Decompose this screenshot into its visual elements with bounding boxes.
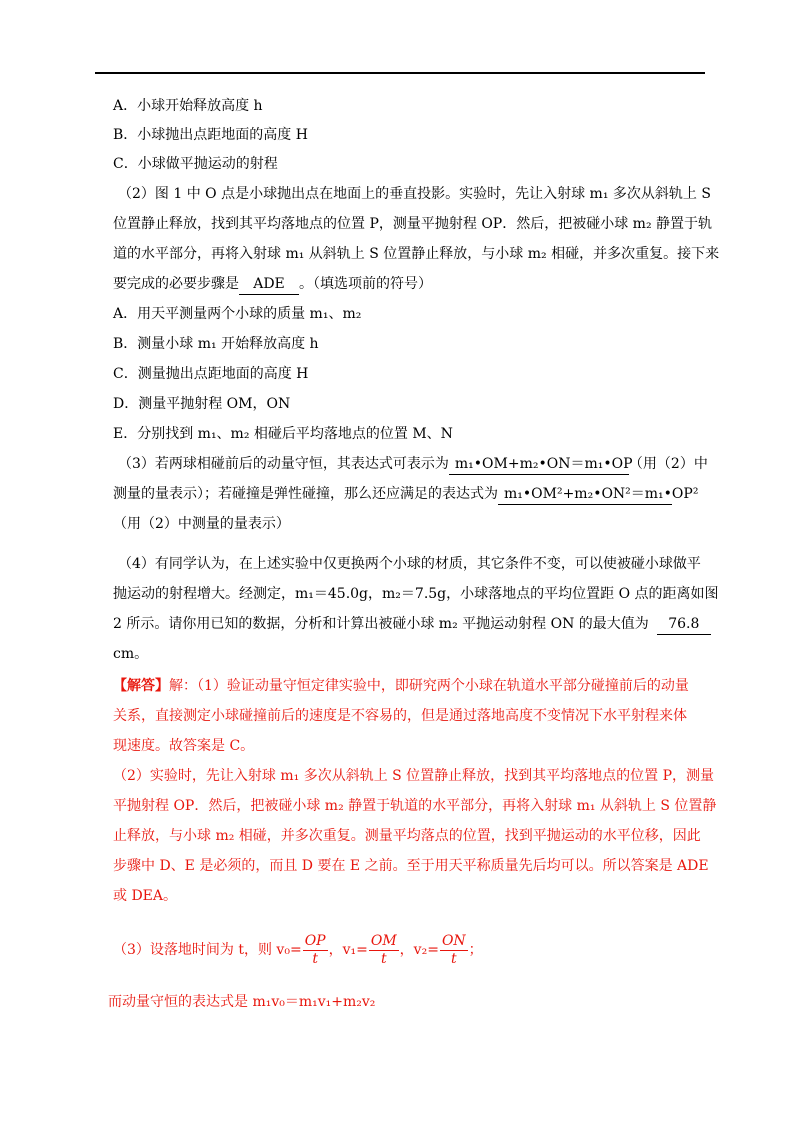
question-3-line-1: [118, 454, 708, 475]
question-2-line-3: 道的水平部分，再将入射球 m₁ 从斜轨上 S 位置静止释放，与小球 m₂ 相碰，并多次重复。接下来: [113, 246, 720, 262]
question-2-line-2: 位置静止释放，找到其平均落地点的位置 P，测量平抛射程 OP．然后，把被碰小球 m₂ 静置于轨: [113, 216, 713, 232]
solution-tag: 【解答】: [113, 678, 169, 694]
fraction-v0-numerator: OP: [304, 932, 326, 949]
question-4-prompt: 2 所示。请你用已知的数据，分析和计算出被碰小球 m₂ 平抛运动射程 ON 的最大值为: [113, 616, 649, 632]
velocity-sep-2: ，v₂=: [399, 942, 439, 958]
solution-line-1: [113, 676, 689, 696]
step-option-c: C．测量抛出点距地面的高度 H: [113, 366, 309, 382]
question-3-prompt: （3）若两球相碰前后的动量守恒，其表达式可表示为: [118, 456, 449, 472]
question-2-line-4: [113, 274, 432, 295]
header-rule: [95, 72, 705, 74]
question-3-line-3: （用（2）中测量的量表示）: [113, 516, 290, 532]
option-a-release-height: A．小球开始释放高度 h: [113, 98, 263, 114]
solution-line-5: 平抛射程 OP．然后，把被碰小球 m₂ 静置于轨道的水平部分，再将入射球 m₁ 从斜轨上 S 位置静: [113, 798, 717, 814]
answer-blank-steps: ADE: [239, 274, 299, 295]
solution-intro: 解：（1）验证动量守恒定律实验中，即研究两个小球在轨道水平部分碰撞前后的动量: [169, 678, 689, 694]
question-2-line-1: （2）图 1 中 O 点是小球抛出点在地面上的垂直投影。实验时，先让入射球 m₁ 多次从斜轨上 S: [118, 186, 711, 202]
question-3-hint: （用（2）中: [628, 456, 708, 472]
question-4-line-4: cm。: [113, 646, 149, 662]
fraction-v2-denominator: t: [450, 950, 457, 967]
solution-velocity-formulas: [113, 932, 483, 968]
answer-blank-momentum: m₁•OM+m₂•ON＝m₁•OP: [449, 454, 629, 475]
solution-line-7: 步骤中 D、E 是必须的，而且 D 要在 E 之前。至于用天平称质量先后均可以。所以答案是 ADE: [113, 858, 709, 874]
solution-line-4: （2）实验时，先让入射球 m₁ 多次从斜轨上 S 位置静止释放，找到其平均落地点的位置 P，测量: [113, 768, 715, 784]
question-4-line-2: 抛运动的射程增大。经测定，m₁＝45.0g，m₂＝7.5g，小球落地点的平均位置距 O 点的距离如图: [113, 586, 719, 602]
step-option-b: B．测量小球 m₁ 开始释放高度 h: [113, 336, 319, 352]
fraction-v2-numerator: ON: [441, 932, 466, 949]
fraction-v1-numerator: OM: [370, 932, 397, 949]
fraction-v1-denominator: t: [380, 950, 387, 967]
fraction-v2: [440, 933, 468, 968]
question-3-elastic-prompt: 测量的量表示）；若碰撞是弹性碰撞，那么还应满足的表达式为: [113, 486, 498, 502]
solution-momentum-expression: 而动量守恒的表达式是 m₁v₀＝m₁v₁+m₂v₂: [108, 994, 376, 1010]
question-3-line-2: [113, 484, 699, 505]
fraction-v0: [303, 933, 328, 968]
velocity-prefix: （3）设落地时间为 t，则 v₀=: [113, 942, 302, 958]
question-4-line-3: [113, 614, 711, 635]
solution-line-2: 关系，直接测定小球碰撞前后的速度是不容易的，但是通过落地高度不变情况下水平射程来体: [113, 708, 687, 724]
question-2-prompt: 要完成的必要步骤是: [113, 276, 239, 292]
step-option-a: A．用天平测量两个小球的质量 m₁、m₂: [113, 306, 362, 322]
velocity-end: ；: [468, 942, 483, 958]
step-option-d: D．测量平抛射程 OM，ON: [113, 396, 291, 412]
answer-blank-max-range: 76.8: [657, 614, 711, 635]
question-4-line-1: （4）有同学认为，在上述实验中仅更换两个小球的材质，其它条件不变，可以使被碰小球做平: [118, 556, 701, 572]
option-c-range: C．小球做平抛运动的射程: [113, 156, 278, 172]
fraction-v0-denominator: t: [312, 950, 318, 967]
solution-line-6: 止释放，与小球 m₂ 相碰，并多次重复。测量平均落点的位置，找到平抛运动的水平位移，因此: [113, 828, 701, 844]
solution-line-8: 或 DEA。: [113, 888, 178, 904]
solution-line-3: 现速度。故答案是 C。: [113, 738, 255, 754]
step-option-e: E．分别找到 m₁、m₂ 相碰后平均落地点的位置 M、N: [113, 426, 453, 442]
answer-blank-elastic: m₁•OM²+m₂•ON²＝m₁•OP²: [498, 484, 672, 505]
question-2-hint: 。（填选项前的符号）: [299, 276, 432, 292]
option-b-throw-height: B．小球抛出点距地面的高度 H: [113, 127, 308, 143]
fraction-v1: [369, 933, 399, 968]
velocity-sep-1: ，v₁=: [328, 942, 368, 958]
